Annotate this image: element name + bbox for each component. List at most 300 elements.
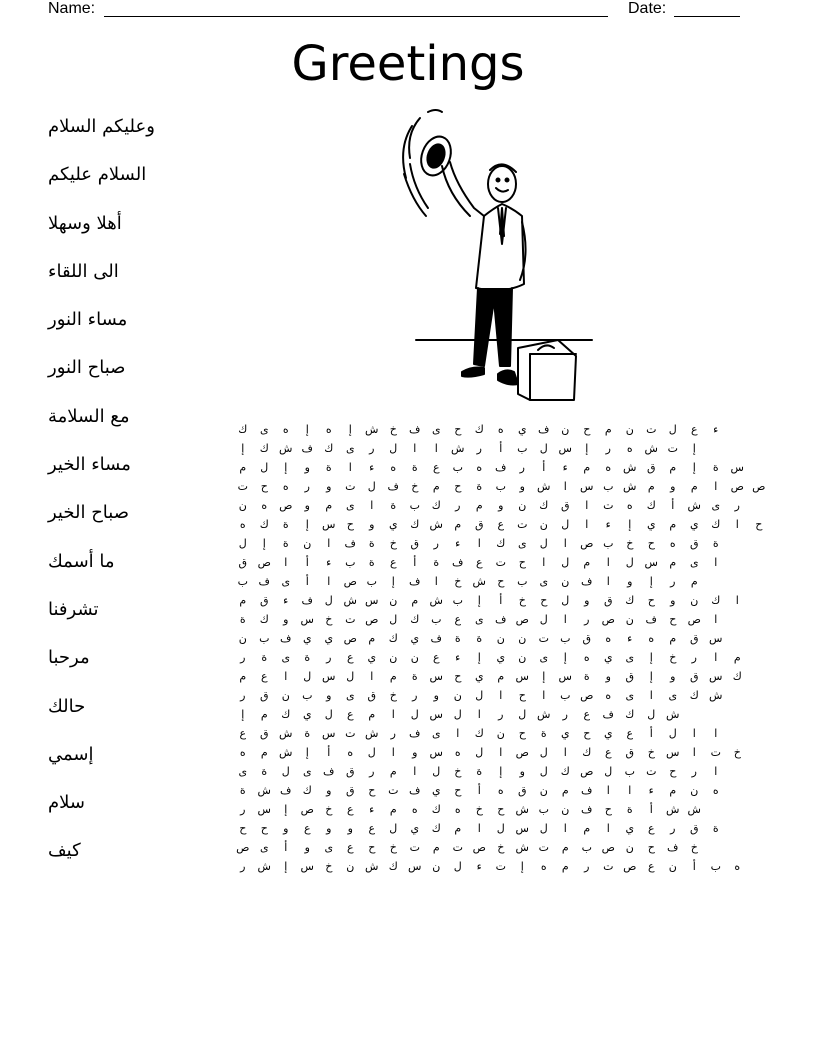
grid-cell: ه (648, 632, 655, 645)
grid-cell: ا (714, 727, 718, 740)
grid-cell: خ (690, 841, 698, 854)
word-list-item: حالك (48, 695, 86, 717)
grid-cell: إ (241, 708, 245, 721)
grid-cell: ح (518, 689, 526, 702)
date-label: Date: (628, 0, 667, 17)
grid-cell: ر (670, 822, 676, 835)
grid-cell: ر (240, 651, 246, 664)
grid-cell: ى (668, 689, 678, 702)
grid-cell: ه (325, 423, 332, 436)
grid-cell: ا (284, 556, 288, 569)
grid-cell: ي (367, 651, 377, 664)
grid-row (232, 724, 772, 743)
word-list-item: ما أسمك (48, 550, 115, 572)
grid-cell: ك (496, 537, 506, 550)
grid-cell: م (690, 575, 698, 588)
grid-cell: ة (476, 765, 483, 778)
grid-cell: ع (497, 518, 505, 531)
grid-cell: ش (451, 442, 465, 455)
word-list-item: صباح النور (48, 357, 126, 379)
grid-cell: س (709, 670, 723, 683)
grid-cell: ل (410, 708, 419, 721)
grid-cell: م (389, 803, 397, 816)
grid-cell: ن (518, 632, 527, 645)
grid-cell: ه (605, 632, 612, 645)
grid-cell: ع (475, 556, 483, 569)
grid-cell: ت (646, 423, 657, 436)
grid-cell: ش (365, 423, 379, 436)
grid-cell: ك (410, 518, 420, 531)
grid-cell: ف (387, 480, 399, 493)
grid-cell: س (429, 746, 443, 759)
grid-cell: ة (476, 632, 483, 645)
grid-cell: ر (455, 499, 461, 512)
grid-cell: ي (302, 632, 312, 645)
grid-cell: ق (238, 556, 248, 569)
grid-cell: ع (647, 860, 655, 873)
grid-cell: ح (239, 822, 247, 835)
grid-cell: ا (413, 765, 417, 778)
grid-cell: ل (324, 708, 333, 721)
grid-cell: ى (324, 841, 334, 854)
grid-row (232, 705, 772, 724)
word-list-item: صباح الخير (48, 502, 130, 524)
grid-cell: خ (733, 746, 741, 759)
grid-row (232, 610, 772, 629)
grid-cell: س (644, 556, 658, 569)
grid-cell: ر (390, 727, 396, 740)
grid-cell: ن (690, 594, 699, 607)
grid-cell: ء (326, 556, 332, 569)
grid-cell: ه (239, 746, 246, 759)
grid-cell: ي (496, 651, 506, 664)
grid-cell: ل (625, 556, 634, 569)
grid-cell: ى (625, 651, 635, 664)
grid-row (232, 857, 772, 876)
grid-cell: ي (646, 518, 656, 531)
grid-cell: س (257, 803, 271, 816)
grid-cell: ا (606, 822, 610, 835)
grid-cell: ق (689, 537, 699, 550)
grid-cell: ا (606, 575, 610, 588)
grid-cell: ش (429, 594, 443, 607)
grid-cell: ع (583, 708, 591, 721)
grid-cell: م (239, 461, 247, 474)
grid-cell: ر (691, 651, 697, 664)
grid-cell: ا (477, 708, 481, 721)
grid-cell: ك (259, 613, 269, 626)
grid-cell: م (583, 461, 591, 474)
grid-cell: ت (345, 727, 356, 740)
grid-cell: ف (581, 784, 593, 797)
grid-cell: ه (454, 803, 461, 816)
grid-cell: ى (474, 613, 484, 626)
grid-cell: س (558, 442, 572, 455)
grid-cell: ش (666, 803, 680, 816)
grid-cell: ء (455, 651, 461, 664)
grid-cell: ن (410, 651, 419, 664)
grid-cell: ك (711, 594, 721, 607)
grid-cell: ى (539, 651, 549, 664)
grid-cell: ق (582, 632, 592, 645)
grid-cell: ى (281, 575, 291, 588)
grid-cell: ل (561, 556, 570, 569)
grid-cell: م (432, 480, 440, 493)
grid-row (232, 591, 772, 610)
grid-cell: ل (238, 537, 247, 550)
grid-cell: ك (646, 499, 656, 512)
name-label: Name: (48, 0, 96, 17)
grid-cell: أ (649, 803, 653, 816)
grid-cell: ي (302, 708, 312, 721)
grid-cell: م (669, 461, 677, 474)
grid-cell: إ (563, 651, 567, 664)
grid-cell: ص (343, 632, 357, 645)
grid-cell: ي (603, 727, 613, 740)
grid-cell: ك (259, 442, 269, 455)
grid-cell: ا (542, 556, 546, 569)
grid-cell: م (411, 594, 419, 607)
grid-cell: س (300, 613, 314, 626)
grid-cell: ل (453, 860, 462, 873)
grid-cell: ن (518, 499, 527, 512)
grid-cell: ق (603, 594, 613, 607)
grid-cell: ا (735, 518, 739, 531)
grid-cell: س (300, 860, 314, 873)
grid-cell: ش (687, 499, 701, 512)
grid-cell: خ (626, 537, 634, 550)
grid-cell: ا (413, 442, 417, 455)
grid-cell: س (580, 480, 594, 493)
grid-cell: ف (667, 841, 679, 854)
grid-cell: ة (368, 556, 375, 569)
grid-cell: س (709, 632, 723, 645)
grid-cell: ا (370, 670, 374, 683)
grid-row (232, 629, 772, 648)
grid-cell: ر (304, 480, 310, 493)
grid-cell: ه (626, 442, 633, 455)
grid-cell: ح (669, 765, 677, 778)
grid-cell: ا (456, 727, 460, 740)
grid-cell: م (432, 841, 440, 854)
grid-cell: ء (455, 537, 461, 550)
grid-cell: ش (687, 803, 701, 816)
grid-cell: ف (581, 803, 593, 816)
grid-cell: ب (560, 632, 571, 645)
grid-cell: ح (497, 575, 505, 588)
grid-cell: س (429, 708, 443, 721)
grid-cell: ة (712, 461, 719, 474)
grid-cell: أ (671, 499, 675, 512)
header (48, 0, 748, 20)
grid-cell: ع (647, 822, 655, 835)
grid-cell: ا (542, 689, 546, 702)
grid-cell: ص (580, 689, 594, 702)
grid-cell: ة (282, 518, 289, 531)
grid-cell: م (561, 784, 569, 797)
grid-cell: ر (498, 708, 504, 721)
grid-cell: ن (561, 803, 570, 816)
grid-cell: ن (238, 499, 247, 512)
grid-cell: ن (539, 518, 548, 531)
grid-cell: ا (714, 651, 718, 664)
grid-row (232, 667, 772, 686)
grid-cell: و (369, 518, 375, 531)
grid-cell: ل (668, 423, 677, 436)
grid-cell: ن (561, 575, 570, 588)
grid-cell: ب (710, 860, 721, 873)
grid-cell: ب (237, 575, 248, 588)
grid-cell: ب (409, 499, 420, 512)
grid-cell: ف (280, 784, 292, 797)
grid-cell: ش (537, 480, 551, 493)
grid-cell: ة (368, 537, 375, 550)
grid-cell: ص (236, 841, 250, 854)
grid-cell: ة (411, 670, 418, 683)
grid-cell: ر (476, 442, 482, 455)
grid-cell: ح (260, 822, 268, 835)
grid-cell: ر (240, 803, 246, 816)
grid-cell: ح (454, 480, 462, 493)
grid-cell: ع (368, 822, 376, 835)
grid-cell: ت (495, 860, 506, 873)
grid-cell: م (561, 860, 569, 873)
grid-cell: ة (626, 803, 633, 816)
grid-cell: ه (626, 499, 633, 512)
grid-cell: ي (625, 822, 635, 835)
grid-cell: ه (476, 461, 483, 474)
grid-cell: و (670, 594, 676, 607)
grid-cell: ن (389, 651, 398, 664)
grid-cell: ت (538, 841, 549, 854)
grid-row (232, 439, 772, 458)
grid-cell: س (730, 461, 744, 474)
grid-row (232, 743, 772, 762)
grid-row (232, 496, 772, 515)
grid-cell: ب (603, 480, 614, 493)
grid-cell: ق (625, 746, 635, 759)
grid-cell: و (326, 480, 332, 493)
grid-cell: خ (389, 537, 397, 550)
grid-cell: ش (666, 708, 680, 721)
grid-cell: ر (584, 860, 590, 873)
grid-cell: ر (584, 613, 590, 626)
grid-cell: ب (603, 537, 614, 550)
word-list-item: سلام (48, 792, 85, 814)
grid-cell: ل (539, 613, 548, 626)
grid-cell: خ (389, 689, 397, 702)
grid-cell: ن (539, 784, 548, 797)
grid-cell: و (283, 613, 289, 626)
grid-row (232, 819, 772, 838)
grid-cell: ب (538, 803, 549, 816)
grid-cell: ت (538, 632, 549, 645)
grid-cell: ن (518, 651, 527, 664)
name-blank-line (104, 16, 608, 17)
grid-cell: ح (583, 423, 591, 436)
grid-cell: ب (560, 689, 571, 702)
grid-cell: ح (583, 727, 591, 740)
grid-cell: ح (518, 556, 526, 569)
grid-cell: ل (668, 727, 677, 740)
grid-cell: ت (710, 746, 721, 759)
grid-cell: م (647, 480, 655, 493)
grid-cell: ع (346, 841, 354, 854)
grid-cell: ا (563, 480, 567, 493)
grid-cell: ء (648, 784, 654, 797)
grid-cell: و (605, 670, 611, 683)
grid-cell: ك (560, 765, 570, 778)
grid-cell: إ (284, 860, 288, 873)
grid-cell: ب (452, 594, 463, 607)
grid-cell: ا (714, 765, 718, 778)
grid-cell: ر (240, 860, 246, 873)
grid-cell: خ (411, 480, 419, 493)
grid-cell: ة (411, 461, 418, 474)
grid-cell: ل (367, 480, 376, 493)
grid-cell: ت (603, 499, 614, 512)
grid-cell: ل (647, 708, 656, 721)
grid-cell: و (670, 670, 676, 683)
grid-cell: ه (454, 746, 461, 759)
grid-cell: إ (520, 860, 524, 873)
grid-cell: خ (325, 803, 333, 816)
grid-cell: ة (583, 670, 590, 683)
grid-cell: ص (580, 537, 594, 550)
grid-cell: إ (305, 423, 309, 436)
grid-cell: أ (413, 556, 417, 569)
grid-cell: ا (714, 613, 718, 626)
grid-cell: ة (433, 556, 440, 569)
grid-cell: و (498, 499, 504, 512)
grid-cell: م (669, 518, 677, 531)
grid-cell: ر (412, 689, 418, 702)
grid-cell: ف (602, 708, 614, 721)
grid-cell: م (690, 480, 698, 493)
grid-row (232, 648, 772, 667)
grid-cell: ه (669, 537, 676, 550)
grid-cell: ص (580, 765, 594, 778)
grid-cell: ت (495, 556, 506, 569)
grid-cell: م (497, 670, 505, 683)
word-list (48, 112, 218, 885)
grid-cell: م (368, 708, 376, 721)
grid-cell: أ (692, 860, 696, 873)
word-list-item: مع السلامة (48, 405, 130, 427)
grid-cell: ل (561, 594, 570, 607)
grid-cell: ن (496, 632, 505, 645)
grid-cell: ع (690, 423, 698, 436)
grid-cell: ع (239, 727, 247, 740)
grid-cell: ع (346, 651, 354, 664)
grid-cell: ة (390, 499, 397, 512)
grid-cell: ش (343, 594, 357, 607)
grid-cell: ل (367, 746, 376, 759)
grid-cell: ا (714, 556, 718, 569)
grid-cell: خ (497, 841, 505, 854)
grid-row (232, 781, 772, 800)
grid-cell: ا (692, 746, 696, 759)
grid-cell: ص (515, 613, 529, 626)
grid-cell: ح (604, 803, 612, 816)
grid-cell: ء (283, 594, 289, 607)
grid-cell: ف (495, 613, 507, 626)
grid-cell: ا (714, 480, 718, 493)
grid-cell: ق (689, 822, 699, 835)
grid-cell: ع (346, 708, 354, 721)
grid-cell: ة (304, 651, 311, 664)
grid-cell: ن (432, 860, 441, 873)
grid-row (232, 762, 772, 781)
grid-cell: أ (305, 556, 309, 569)
grid-cell: ص (343, 575, 357, 588)
grid-cell: إ (305, 518, 309, 531)
grid-cell: ص (472, 841, 486, 854)
grid-cell: ك (689, 689, 699, 702)
grid-cell: أ (499, 442, 503, 455)
grid-cell: ه (605, 689, 612, 702)
grid-cell: ل (260, 461, 269, 474)
grid-cell: إ (692, 442, 696, 455)
grid-cell: خ (518, 594, 526, 607)
grid-cell: ع (604, 746, 612, 759)
grid-cell: ن (346, 860, 355, 873)
grid-cell: ا (628, 784, 632, 797)
grid-cell: ر (734, 499, 740, 512)
grid-cell: ش (279, 442, 293, 455)
grid-cell: ن (389, 594, 398, 607)
grid-cell: ع (260, 670, 268, 683)
grid-cell: ت (517, 518, 528, 531)
grid-cell: خ (389, 841, 397, 854)
grid-cell: ه (239, 518, 246, 531)
grid-cell: ك (302, 784, 312, 797)
grid-cell: ش (515, 803, 529, 816)
grid-cell: أ (649, 727, 653, 740)
grid-cell: ه (734, 860, 741, 873)
grid-cell: ل (475, 746, 484, 759)
grid-cell: ق (646, 461, 656, 474)
grid-cell: و (283, 822, 289, 835)
grid-cell: ك (238, 423, 248, 436)
grid-cell: إ (649, 670, 653, 683)
grid-cell: س (322, 727, 336, 740)
grid-cell: ك (711, 518, 721, 531)
grid-cell: ا (692, 727, 696, 740)
grid-cell: ي (388, 518, 398, 531)
grid-cell: ف (645, 613, 657, 626)
grid-cell: خ (454, 765, 462, 778)
grid-cell: ى (345, 499, 355, 512)
grid-cell: ش (365, 860, 379, 873)
grid-cell: ش (623, 480, 637, 493)
grid-cell: م (583, 556, 591, 569)
grid-row (232, 686, 772, 705)
grid-cell: إ (649, 575, 653, 588)
grid-cell: م (561, 841, 569, 854)
grid-cell: ش (623, 461, 637, 474)
grid-cell: خ (475, 803, 483, 816)
grid-cell: م (389, 765, 397, 778)
grid-cell: أ (477, 784, 481, 797)
grid-cell: ا (284, 670, 288, 683)
grid-cell: ك (410, 613, 420, 626)
grid-cell: ه (347, 746, 354, 759)
grid-cell: ف (344, 537, 356, 550)
page-title: Greetings (291, 36, 525, 92)
grid-cell: ل (324, 594, 333, 607)
grid-cell: ب (302, 689, 313, 702)
